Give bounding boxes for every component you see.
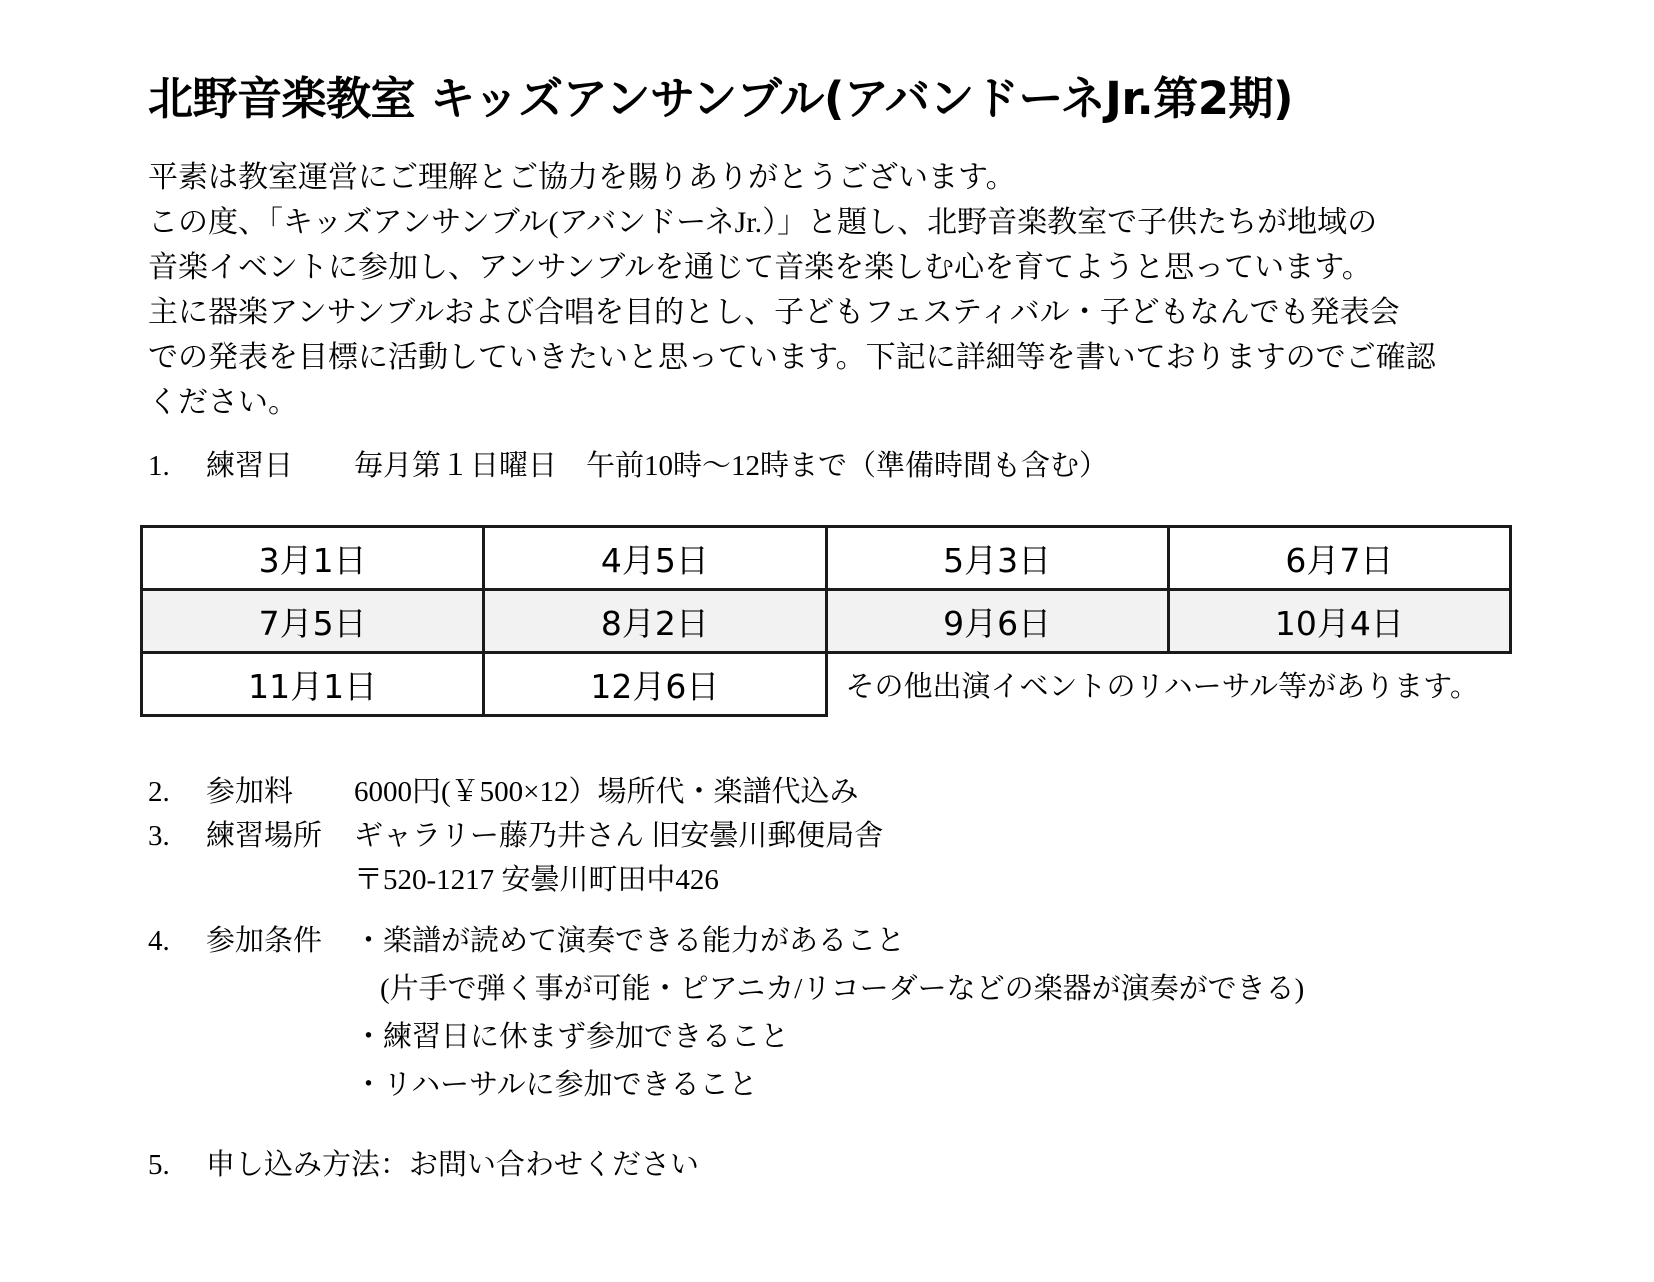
schedule-cell: 12月6日 [484, 653, 826, 716]
intro-line: ください。 [148, 386, 298, 419]
item-place [148, 814, 883, 858]
item-apply [148, 1142, 699, 1183]
intro-paragraph [148, 155, 1478, 425]
intro-line: 音楽イベントに参加し、アンサンブルを通じて音楽を楽しむ心を育てようと思っています。 [148, 251, 1372, 284]
item-place-address: 〒520-1217 安曇川町田中426 [354, 864, 719, 896]
item-label: 参加料 [206, 776, 294, 808]
condition-line: ・練習日に休まず参加できること [354, 1021, 790, 1053]
item-label: 練習場所 [206, 820, 323, 852]
item-value: 6000円(￥500×12）場所代・楽譜代込み [354, 776, 859, 808]
item-label: 申し込み方法：お問い合わせください [206, 1149, 700, 1181]
intro-line: 主に器楽アンサンブルおよび合唱を目的とし、子どもフェスティバル・子どもなんでも発表会 [148, 296, 1400, 329]
table-row [142, 653, 1511, 716]
table-row [142, 527, 1511, 590]
item-value: ギャラリー藤乃井さん 旧安曇川郵便局舎 [354, 820, 884, 852]
intro-line: 平素は教室運営にご理解とご協力を賜りありがとうございます。 [148, 161, 1016, 194]
item-label: 練習日 [206, 450, 294, 482]
details-block [148, 770, 883, 902]
schedule-cell: 7月5日 [142, 590, 484, 653]
condition-line: ・楽譜が読めて演奏できる能力があること [354, 925, 906, 957]
item-number: 4. [148, 925, 170, 957]
schedule-cell: 5月3日 [826, 527, 1168, 590]
intro-line: この度、「キッズアンサンブル(アバンドーネJr.）」と題し、北野音楽教室で子供たちが地域の [148, 206, 1378, 239]
conditions-block [148, 917, 1304, 1109]
item-number: 5. [148, 1149, 170, 1181]
schedule-table [140, 525, 1512, 717]
item-fee [148, 770, 883, 814]
schedule-cell: 6月7日 [1168, 527, 1510, 590]
item-conditions [148, 917, 1304, 965]
schedule-cell: 8月2日 [484, 590, 826, 653]
item-practice-day [148, 443, 1108, 484]
schedule-cell: 11月1日 [142, 653, 484, 716]
item-value: 毎月第１日曜日 午前10時〜12時まで（準備時間も含む） [354, 450, 1109, 482]
condition-line: (片手で弾く事が可能・ピアニカ/リコーダーなどの楽器が演奏ができる) [380, 973, 1305, 1005]
schedule-cell: 10月4日 [1168, 590, 1510, 653]
item-number: 1. [148, 450, 170, 482]
schedule-cell: 3月1日 [142, 527, 484, 590]
item-number: 2. [148, 776, 170, 808]
schedule-note: その他出演イベントのリハーサル等があります。 [845, 671, 1479, 704]
schedule-cell: 9月6日 [826, 590, 1168, 653]
condition-line: ・リハーサルに参加できること [354, 1069, 758, 1101]
item-number: 3. [148, 820, 170, 852]
page-title: 北野音楽教室 キッズアンサンブル(アバンドーネJr.第2期) [148, 72, 1294, 125]
item-label: 参加条件 [206, 925, 323, 957]
schedule-cell: 4月5日 [484, 527, 826, 590]
intro-line: での発表を目標に活動していきたいと思っています。下記に詳細等を書いておりますのでご確認 [148, 341, 1436, 374]
table-row [142, 590, 1511, 653]
